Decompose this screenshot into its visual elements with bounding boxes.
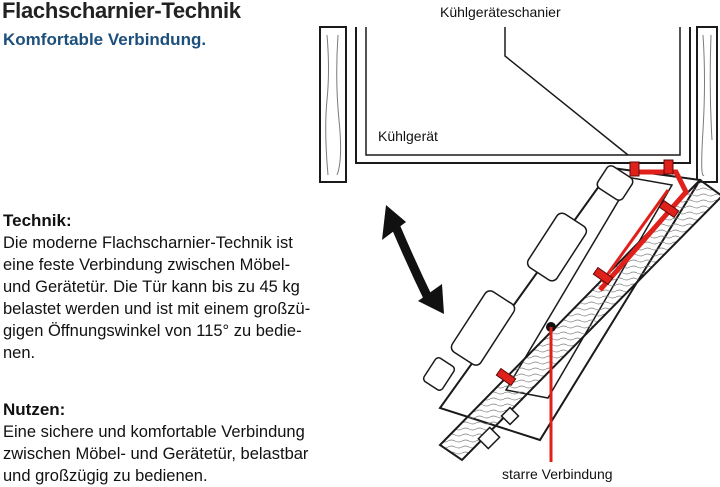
hinge-label: Kühlgeräteschanier bbox=[440, 4, 561, 20]
rigid-connection-label: starre Verbindung bbox=[502, 466, 613, 482]
nutzen-line: Eine sichere und komfortable Verbindung bbox=[3, 423, 305, 441]
technik-heading: Technik: bbox=[3, 211, 72, 230]
technik-line: gigen Öffnungswinkel von 115° zu bedie- bbox=[3, 322, 302, 340]
technik-line: belastet werden und ist mit einem großzü- bbox=[3, 300, 311, 318]
left-cabinet-panel bbox=[320, 27, 346, 182]
nutzen-line: zwischen Möbel- und Gerätetür, belastbar bbox=[3, 445, 309, 463]
nutzen-heading: Nutzen: bbox=[3, 400, 66, 419]
hinge-bracket bbox=[664, 160, 673, 174]
technik-line: Die moderne Flachscharnier-Technik ist bbox=[3, 234, 293, 252]
technik-line: nen. bbox=[3, 344, 36, 362]
swing-arrow bbox=[382, 205, 444, 314]
technik-line: und Gerätetür. Die Tür kann bis zu 45 kg bbox=[3, 278, 300, 296]
fridge-label: Kühlgerät bbox=[378, 128, 438, 144]
page-subtitle: Komfortable Verbindung. bbox=[3, 30, 207, 49]
technik-line: eine feste Verbindung zwischen Möbel- bbox=[3, 256, 291, 274]
nutzen-line: und großzügig zu bedienen. bbox=[3, 467, 208, 485]
page-title: Flachscharnier-Technik bbox=[2, 0, 241, 23]
right-cabinet-panel bbox=[697, 27, 717, 182]
hinge-bracket bbox=[630, 162, 639, 176]
